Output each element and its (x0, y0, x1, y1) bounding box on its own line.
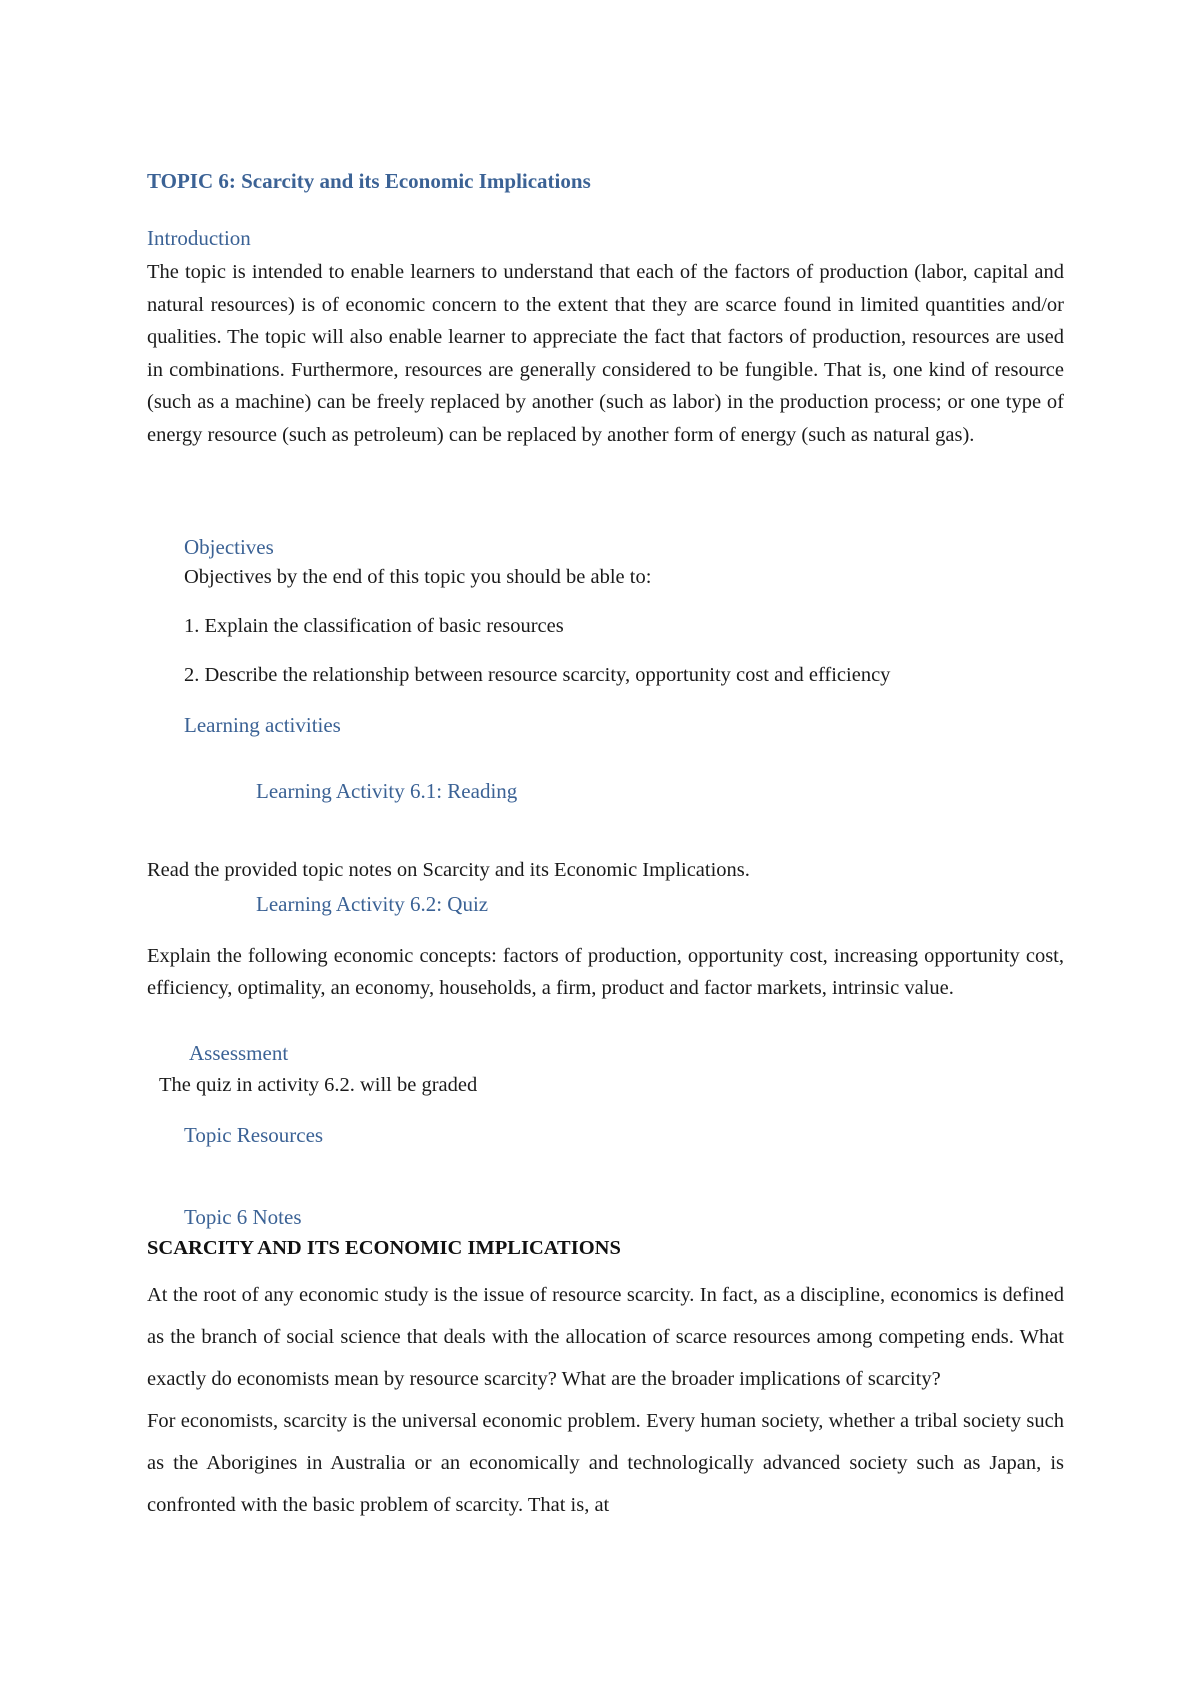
activity-6-2-text: Explain the following economic concepts: factors of production, opportunity cost, increasing opportunity cost, efficiency, optimality, an economy, households, a firm, product and factor markets, intrinsic value. (147, 945, 1064, 999)
topic-notes-heading: Topic 6 Notes (184, 1205, 302, 1229)
notes-title: SCARCITY AND ITS ECONOMIC IMPLICATIONS (147, 1237, 621, 1259)
activity-6-1-text: Read the provided topic notes on Scarcity and its Economic Implications. (147, 859, 750, 881)
introduction-text: The topic is intended to enable learners to understand that each of the factors of production (labor, capital and natural resources) is of economic concern to the extent that they are scarce found in limited quantities and/or qualities. The topic will also enable learner to appreciate the fact that factors of production, resources are used in combinations. Furthermore, resources are generally considered to be fungible. That is, one kind of resource (such as a machine) can be freely replaced by another (such as labor) in the production process; or one type of energy resource (such as petroleum) can be replaced by another form of energy (such as natural gas). (147, 261, 1064, 446)
activity-6-1-heading: Learning Activity 6.1: Reading (256, 779, 518, 803)
objective-item: 2. Describe the relationship between resource scarcity, opportunity cost and efficiency (184, 664, 891, 686)
objective-item: 1. Explain the classification of basic resources (184, 615, 564, 637)
learning-activities-heading: Learning activities (184, 713, 341, 737)
topic-title: TOPIC 6: Scarcity and its Economic Implications (147, 169, 591, 193)
assessment-heading: Assessment (189, 1041, 289, 1065)
notes-paragraph: At the root of any economic study is the issue of resource scarcity. In fact, as a discipline, economics is defined as the branch of social science that deals with the allocation of scarce resources among competing ends. What exactly do economists mean by resource scarcity? What are the broader implications of scarcity? (147, 1284, 1064, 1390)
activity-6-2-heading: Learning Activity 6.2: Quiz (256, 892, 489, 916)
objectives-lead: Objectives by the end of this topic you should be able to: (184, 566, 652, 588)
assessment-text: The quiz in activity 6.2. will be graded (159, 1074, 478, 1096)
objectives-heading: Objectives (184, 535, 274, 559)
introduction-heading: Introduction (147, 226, 251, 250)
notes-paragraph: For economists, scarcity is the universal economic problem. Every human society, whether a tribal society such as the Aborigines in Australia or an economically and technologically advanced society such as Japan, is confronted with the basic problem of scarcity. That is, at (147, 1410, 1064, 1516)
topic-resources-heading: Topic Resources (184, 1123, 324, 1147)
notes-body (147, 1274, 1064, 1526)
